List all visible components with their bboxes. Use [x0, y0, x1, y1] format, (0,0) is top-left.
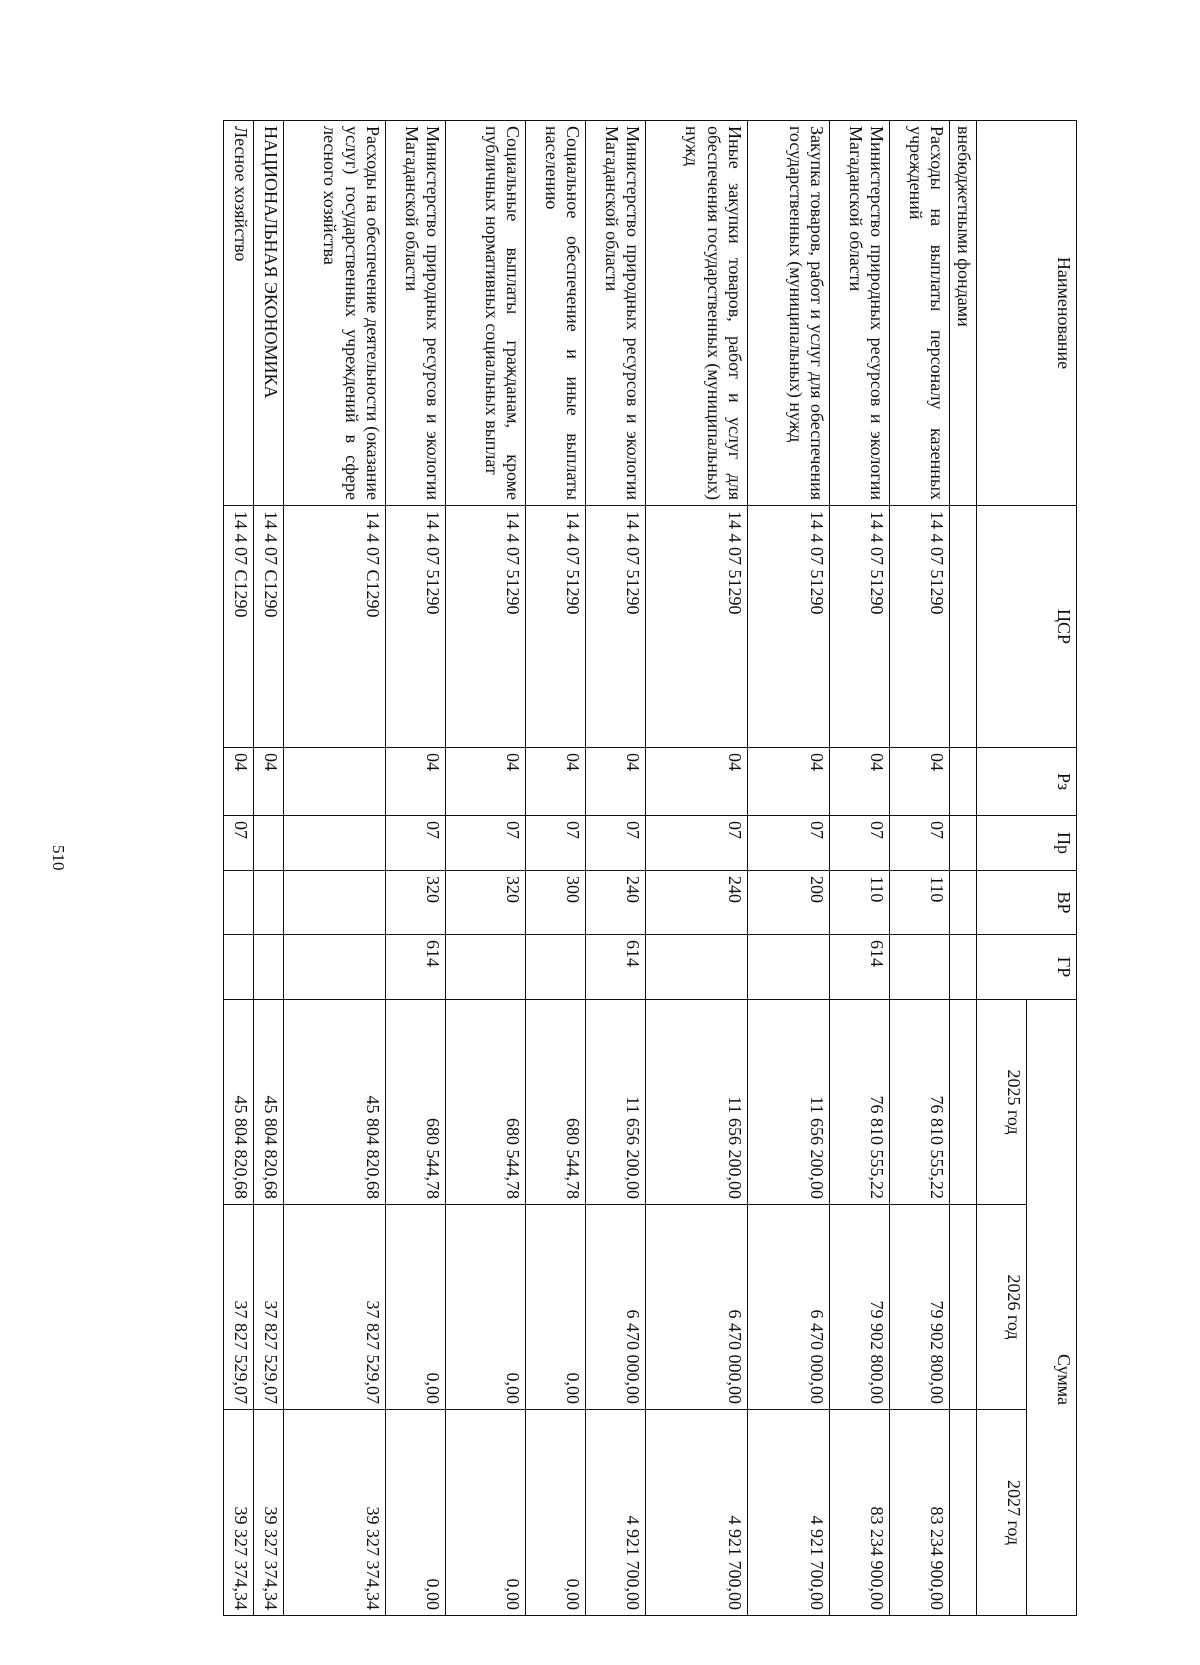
cell-pr: [284, 816, 386, 871]
cell-y2027: 39 327 374,34: [284, 1410, 386, 1616]
table-row: [748, 121, 830, 1616]
cell-name: Социальное обеспечение и иные выплаты населению: [526, 121, 586, 506]
cell-y2025: 76 810 555,22: [890, 1000, 950, 1205]
cell-pr: 07: [646, 816, 748, 871]
cell-y2025: 680 544,78: [526, 1000, 586, 1205]
cell-pr: 07: [446, 816, 526, 871]
cell-gr: 614: [586, 935, 646, 1000]
header-name: Наименование: [977, 121, 1077, 506]
cell-csr: 14 4 07 51290: [748, 506, 830, 748]
cell-csr: 14 4 07 С1290: [224, 506, 254, 748]
cell-y2027: 4 921 700,00: [748, 1410, 830, 1616]
cell-y2025: 45 804 820,68: [284, 1000, 386, 1205]
header-sum: Сумма: [1027, 1000, 1077, 1616]
cell-csr: 14 4 07 51290: [386, 506, 446, 748]
cell-rz: 04: [646, 748, 748, 816]
cell-rz: [284, 748, 386, 816]
cell-rz: 04: [890, 748, 950, 816]
cell-vr: 320: [446, 871, 526, 935]
cell-gr: [890, 935, 950, 1000]
table-row: [224, 121, 254, 1616]
cell-csr: 14 4 07 51290: [446, 506, 526, 748]
cell-vr: 320: [386, 871, 446, 935]
cell-y2027: 39 327 374,34: [254, 1410, 284, 1616]
cell-gr: [446, 935, 526, 1000]
cell-pr: 07: [386, 816, 446, 871]
header-2027: 2027 год: [977, 1410, 1027, 1616]
cell-csr: 14 4 07 51290: [830, 506, 890, 748]
cell-y2026: 79 902 800,00: [830, 1205, 890, 1410]
cell-pr: 07: [890, 816, 950, 871]
cell-y2025: 680 544,78: [446, 1000, 526, 1205]
cell-y2027: [950, 1410, 977, 1616]
cell-y2026: 6 470 000,00: [646, 1205, 748, 1410]
cell-y2027: 83 234 900,00: [830, 1410, 890, 1616]
cell-gr: 614: [386, 935, 446, 1000]
header-vr: ВР: [977, 871, 1077, 935]
cell-vr: 200: [748, 871, 830, 935]
cell-csr: [950, 506, 977, 748]
cell-name: Социальные выплаты гражданам, кроме публичных нормативных социальных выплат: [446, 121, 526, 506]
cell-vr: [254, 871, 284, 935]
cell-pr: 07: [586, 816, 646, 871]
cell-rz: 04: [830, 748, 890, 816]
cell-name: Закупка товаров, работ и услуг для обеспечения государственных (муниципальных) нужд: [748, 121, 830, 506]
cell-rz: 04: [224, 748, 254, 816]
cell-y2026: 37 827 529,07: [254, 1205, 284, 1410]
cell-vr: [950, 871, 977, 935]
page-number: 510: [49, 845, 68, 871]
cell-gr: [748, 935, 830, 1000]
header-rz: Рз: [977, 748, 1077, 816]
cell-gr: [224, 935, 254, 1000]
table-row: [254, 121, 284, 1616]
table-row: [950, 121, 977, 1616]
table-row: [526, 121, 586, 1616]
cell-y2026: 6 470 000,00: [748, 1205, 830, 1410]
cell-y2025: 680 544,78: [386, 1000, 446, 1205]
table-row: [446, 121, 526, 1616]
cell-vr: [284, 871, 386, 935]
cell-y2026: 6 470 000,00: [586, 1205, 646, 1410]
cell-y2025: 11 656 200,00: [586, 1000, 646, 1205]
cell-y2026: [950, 1205, 977, 1410]
cell-y2025: 45 804 820,68: [254, 1000, 284, 1205]
rotated-page: [147, 120, 1077, 1615]
cell-rz: [950, 748, 977, 816]
table-row: [284, 121, 386, 1616]
cell-csr: 14 4 07 51290: [586, 506, 646, 748]
cell-rz: 04: [386, 748, 446, 816]
cell-csr: 14 4 07 51290: [526, 506, 586, 748]
table-row: [830, 121, 890, 1616]
cell-gr: [526, 935, 586, 1000]
cell-name: Министерство природных ресурсов и экологии Магаданской области: [386, 121, 446, 506]
cell-name: внебюджетными фондами: [950, 121, 977, 506]
cell-rz: 04: [254, 748, 284, 816]
cell-pr: 07: [526, 816, 586, 871]
cell-y2027: 39 327 374,34: [224, 1410, 254, 1616]
cell-csr: 14 4 07 С1290: [254, 506, 284, 748]
cell-y2025: 45 804 820,68: [224, 1000, 254, 1205]
table-row: [586, 121, 646, 1616]
cell-gr: [646, 935, 748, 1000]
cell-gr: [284, 935, 386, 1000]
cell-name: НАЦИОНАЛЬНАЯ ЭКОНОМИКА: [254, 121, 284, 506]
cell-pr: 07: [748, 816, 830, 871]
header-gr: ГР: [977, 935, 1077, 1000]
cell-rz: 04: [526, 748, 586, 816]
cell-csr: 14 4 07 51290: [890, 506, 950, 748]
cell-csr: 14 4 07 С1290: [284, 506, 386, 748]
cell-y2025: [950, 1000, 977, 1205]
cell-csr: 14 4 07 51290: [646, 506, 748, 748]
cell-gr: 614: [830, 935, 890, 1000]
cell-vr: 110: [830, 871, 890, 935]
cell-y2025: 11 656 200,00: [748, 1000, 830, 1205]
cell-pr: 07: [224, 816, 254, 871]
cell-vr: [224, 871, 254, 935]
cell-y2027: 0,00: [386, 1410, 446, 1616]
cell-pr: [254, 816, 284, 871]
cell-rz: 04: [748, 748, 830, 816]
cell-name: Расходы на выплаты персоналу казенных учреждений: [890, 121, 950, 506]
cell-y2025: 76 810 555,22: [830, 1000, 890, 1205]
cell-y2026: 37 827 529,07: [284, 1205, 386, 1410]
header-pr: Пр: [977, 816, 1077, 871]
cell-y2027: 4 921 700,00: [646, 1410, 748, 1616]
cell-vr: 300: [526, 871, 586, 935]
cell-y2027: 4 921 700,00: [586, 1410, 646, 1616]
cell-vr: 110: [890, 871, 950, 935]
cell-y2027: 0,00: [446, 1410, 526, 1616]
cell-vr: 240: [586, 871, 646, 935]
cell-pr: [950, 816, 977, 871]
cell-y2025: 11 656 200,00: [646, 1000, 748, 1205]
header-csr: ЦСР: [977, 506, 1077, 748]
cell-vr: 240: [646, 871, 748, 935]
header-2026: 2026 год: [977, 1205, 1027, 1410]
cell-name: Министерство природных ресурсов и экологии Магаданской области: [586, 121, 646, 506]
cell-y2026: 0,00: [386, 1205, 446, 1410]
cell-pr: 07: [830, 816, 890, 871]
cell-gr: [950, 935, 977, 1000]
cell-name: Расходы на обеспечение деятельности (оказание услуг) государственных учреждений в сфере лесного хозяйства: [284, 121, 386, 506]
table-row: [386, 121, 446, 1616]
cell-gr: [254, 935, 284, 1000]
cell-y2026: 37 827 529,07: [224, 1205, 254, 1410]
header-2025: 2025 год: [977, 1000, 1027, 1205]
cell-name: Министерство природных ресурсов и экологии Магаданской области: [830, 121, 890, 506]
table-row: [646, 121, 748, 1616]
cell-name: Иные закупки товаров, работ и услуг для обеспечения государственных (муниципальных) нужд: [646, 121, 748, 506]
cell-y2027: 0,00: [526, 1410, 586, 1616]
cell-y2027: 83 234 900,00: [890, 1410, 950, 1616]
cell-rz: 04: [446, 748, 526, 816]
table-row: [890, 121, 950, 1616]
cell-y2026: 0,00: [526, 1205, 586, 1410]
cell-y2026: 0,00: [446, 1205, 526, 1410]
cell-y2026: 79 902 800,00: [890, 1205, 950, 1410]
cell-rz: 04: [586, 748, 646, 816]
budget-table: [223, 120, 1077, 1616]
cell-name: Лесное хозяйство: [224, 121, 254, 506]
